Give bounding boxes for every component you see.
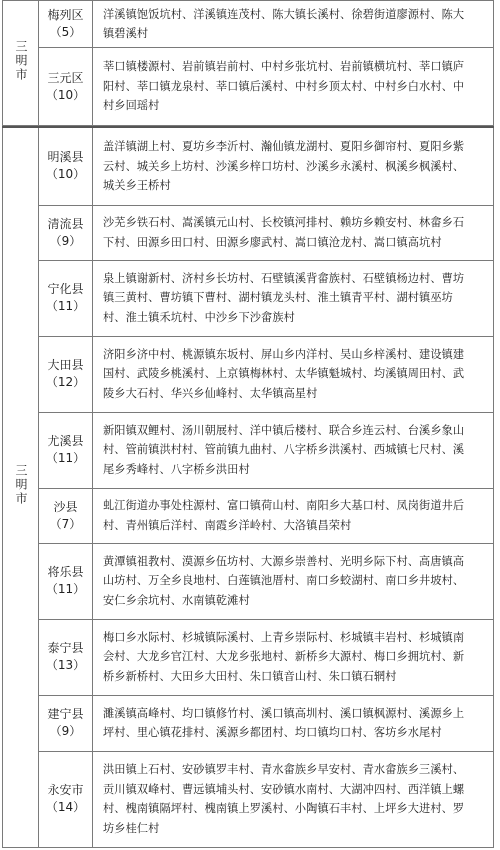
table-row <box>3 48 494 126</box>
village-line: 阳村、莘口镇龙泉村、莘口镇后溪村、中村乡顶太村、中村乡白水村、中 <box>103 79 465 93</box>
county-cell <box>39 205 93 260</box>
villages-cell <box>93 127 494 205</box>
table-row <box>3 336 494 412</box>
county-cell <box>39 751 93 847</box>
village-line: 村、淮土镇禾坑村、中沙乡下沙畲族村 <box>103 310 295 324</box>
county-cell <box>39 260 93 336</box>
village-line: 安仁乡余坑村、水南镇乾滩村 <box>103 593 250 607</box>
table-row <box>3 205 494 260</box>
county-count: （11） <box>45 451 86 465</box>
village-line: 城关乡王桥村 <box>103 179 171 192</box>
county-name: 将乐县 <box>47 565 84 579</box>
villages-cell <box>93 695 494 751</box>
county-count: （7） <box>49 516 82 531</box>
table-row <box>3 412 494 488</box>
table-row <box>3 488 494 543</box>
table-row <box>3 260 494 336</box>
village-line: 濉溪镇高峰村、均口镇修竹村、溪口镇高圳村、溪口镇枫源村、溪源乡上 <box>103 706 465 720</box>
county-name: 宁化县 <box>47 282 84 296</box>
county-count: （11） <box>45 299 86 313</box>
county-name: 大田县 <box>47 358 84 372</box>
county-count: （11） <box>45 582 86 596</box>
village-line: 村乡回瑶村 <box>103 99 160 113</box>
villages-cell <box>93 619 494 695</box>
table-row <box>3 1 494 48</box>
village-line: 陵乡大石村、华兴乡仙峰村、太华镇高星村 <box>103 386 318 400</box>
county-name: 梅列区 <box>47 8 84 22</box>
table-section-2 <box>2 126 494 848</box>
county-name: 泰宁县 <box>47 641 84 655</box>
village-line: 虬江街道办事处柱源村、富口镇荷山村、南阳乡大基口村、凤岗街道井后 <box>103 499 465 512</box>
county-cell <box>39 1 93 48</box>
village-line: 尾乡秀峰村、八字桥乡洪田村 <box>103 462 250 476</box>
city-cell <box>3 1 39 126</box>
villages-cell <box>93 48 494 126</box>
villages-cell <box>93 412 494 488</box>
table-section-1 <box>2 0 494 126</box>
county-cell <box>39 619 93 695</box>
village-line: 沙芜乡铁石村、嵩溪镇元山村、长校镇河排村、赖坊乡赖安村、林畲乡石 <box>103 216 465 229</box>
village-line: 云村、城关乡上坊村、沙溪乡梓口坊村、沙溪乡永溪村、枫溪乡枫溪村、 <box>103 159 465 173</box>
county-cell <box>39 488 93 543</box>
villages-cell <box>93 336 494 412</box>
village-line: 莘口镇楼源村、岩前镇岩前村、中村乡张坑村、岩前镇横坑村、莘口镇庐 <box>103 60 465 74</box>
village-line: 村、槐南镇隔坪村、槐南镇上罗溪村、小陶镇石丰村、上坪乡大进村、罗 <box>103 802 465 815</box>
table-row <box>3 619 494 695</box>
village-line: 镇碧溪村 <box>103 27 149 40</box>
villages-cell <box>93 543 494 619</box>
table-row <box>3 127 494 205</box>
table-row <box>3 751 494 847</box>
villages-cell <box>93 205 494 260</box>
county-count: （9） <box>49 233 82 248</box>
county-name: 明溪县 <box>47 150 84 165</box>
village-line: 洪田镇上石村、安砂镇罗丰村、青水畲族乡早安村、青水畲族乡三溪村、 <box>103 763 465 776</box>
village-line: 泉上镇谢新村、济村乡长坊村、石壁镇溪背畲族村、石壁镇杨边村、曹坊 <box>103 271 465 285</box>
village-line: 新阳镇双鲤村、汤川朝展村、洋中镇后楼村、联合乡连云村、台溪乡象山 <box>103 423 465 437</box>
city-name: 三明市 <box>14 39 28 82</box>
county-count: （13） <box>45 658 86 672</box>
village-line: 会村、大龙乡官江村、大龙乡张地村、新桥乡大源村、梅口乡拥坑村、新 <box>103 650 465 664</box>
village-line: 坊乡桂仁村 <box>103 821 160 835</box>
village-line: 村、管前镇洪村村、管前镇九曲村、八字桥乡洪溪村、西城镇七尺村、溪 <box>103 443 465 457</box>
village-line: 梅口乡水际村、杉城镇际溪村、上青乡崇际村、杉城镇丰岩村、杉城镇南 <box>103 630 465 644</box>
village-line: 山坊村、万全乡良地村、白莲镇池厝村、南口乡蛟湖村、南口乡井坡村、 <box>103 574 465 588</box>
county-count: （12） <box>45 375 86 389</box>
table-row <box>3 543 494 619</box>
county-name: 尤溪县 <box>47 434 84 448</box>
city-cell <box>3 127 39 847</box>
village-line: 洋溪镇饱饭坑村、洋溪镇连茂村、陈大镇长溪村、徐碧街道廖源村、陈大 <box>103 7 465 21</box>
table-row <box>3 695 494 751</box>
village-line: 黄潭镇祖教村、漠源乡伍坊村、大源乡崇善村、光明乡际下村、高唐镇高 <box>103 554 465 568</box>
villages-cell <box>93 260 494 336</box>
village-line: 下村、田源乡田口村、田源乡廖武村、嵩口镇沧龙村、嵩口镇高坑村 <box>103 235 442 249</box>
county-count: （14） <box>45 800 86 814</box>
city-name: 三明市 <box>14 463 28 506</box>
village-line: 桥乡新桥村、大田乡大田村、朱口镇音山村、朱口镇石辋村 <box>103 669 397 683</box>
villages-cell <box>93 488 494 543</box>
village-line: 镇三黄村、曹坊镇下曹村、湖村镇龙头村、淮土镇青平村、湖村镇巫坊 <box>103 291 453 305</box>
county-name: 建宁县 <box>47 707 84 721</box>
county-count: （10） <box>45 87 86 102</box>
village-line: 盖洋镇湖上村、夏坊乡李沂村、瀚仙镇龙湖村、夏阳乡御帘村、夏阳乡紫 <box>103 140 465 153</box>
village-line: 国村、武陵乡桃溪村、上京镇梅林村、太华镇魁城村、均溪镇周田村、武 <box>103 367 465 381</box>
county-cell <box>39 412 93 488</box>
village-line: 贡川镇双峰村、曹远镇埔头村、安砂镇水南村、大湖冲四村、西洋镇上螺 <box>103 782 465 796</box>
county-cell <box>39 48 93 126</box>
county-cell <box>39 336 93 412</box>
county-count: （10） <box>45 167 86 182</box>
county-name: 永安市 <box>47 783 84 797</box>
county-name: 清流县 <box>47 216 84 231</box>
village-line: 坪村、里心镇花排村、溪源乡都团村、均口镇均口村、客坊乡水尾村 <box>103 726 442 739</box>
villages-cell <box>93 751 494 847</box>
county-cell <box>39 543 93 619</box>
county-cell <box>39 695 93 751</box>
village-table <box>2 0 498 848</box>
county-name: 沙县 <box>53 499 78 514</box>
county-count: （9） <box>49 724 82 738</box>
village-line: 村、青州镇后洋村、南霞乡洋岭村、大洛镇昌荣村 <box>103 518 352 532</box>
village-line: 济阳乡济中村、桃源镇东坂村、屏山乡内洋村、吴山乡梓溪村、建设镇建 <box>103 347 465 361</box>
county-cell <box>39 127 93 205</box>
villages-cell <box>93 1 494 48</box>
county-name: 三元区 <box>47 70 84 85</box>
county-count: （5） <box>49 25 82 39</box>
